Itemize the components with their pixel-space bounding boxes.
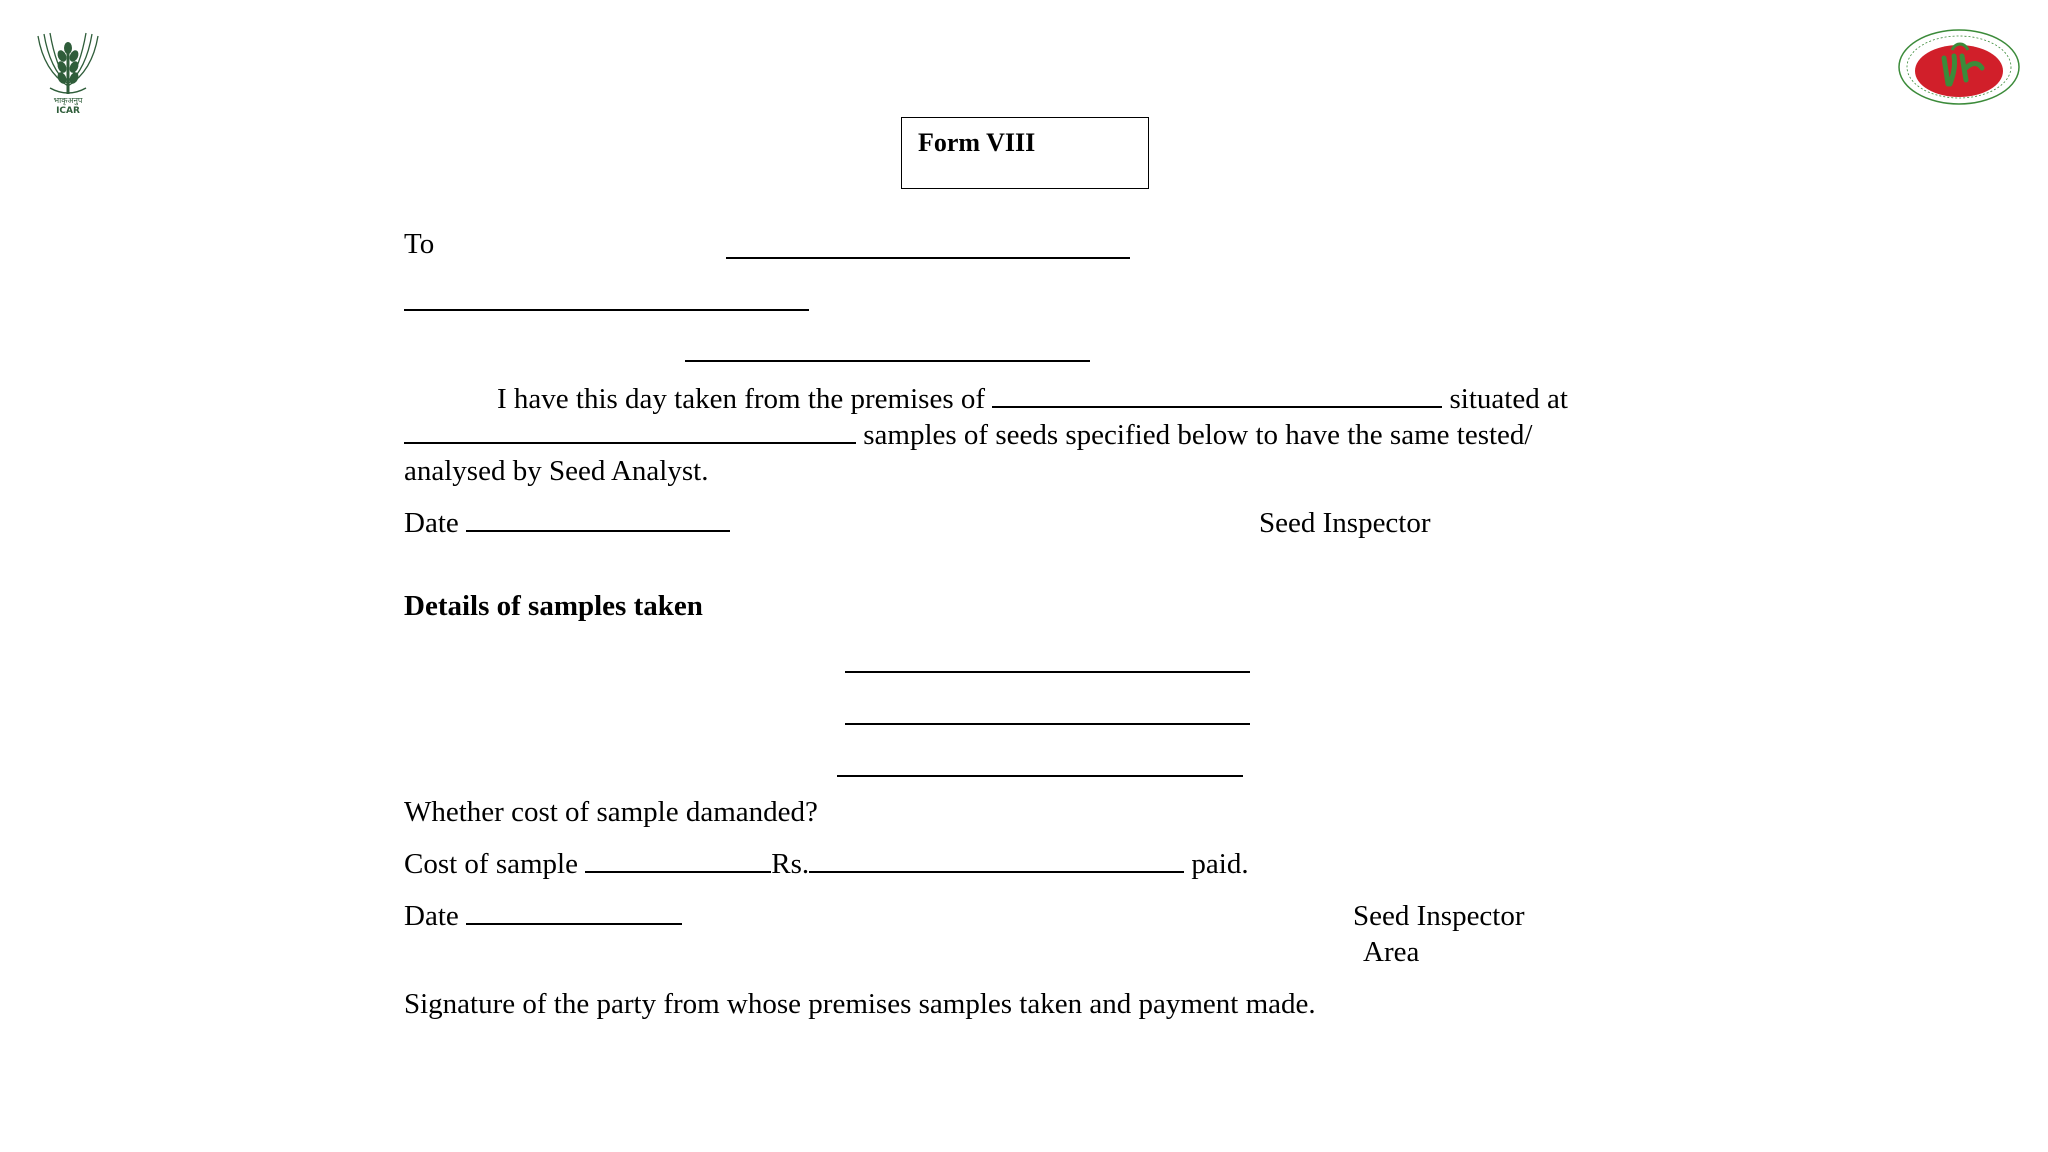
to-blank-2[interactable] [404, 309, 809, 311]
premises-blank[interactable] [992, 382, 1442, 408]
paragraph-line-3: analysed by Seed Analyst. [404, 455, 709, 487]
paragraph-line-1 [497, 382, 1568, 416]
signature-line: Signature of the party from whose premises samples taken and payment made. [404, 988, 1316, 1020]
seed-inspector-label-2: Seed Inspector [1353, 900, 1525, 932]
date-blank-2[interactable] [466, 899, 682, 925]
cost-question: Whether cost of sample damanded? [404, 796, 818, 828]
situated-text: situated at [1449, 383, 1568, 415]
details-blank-3[interactable] [837, 775, 1243, 777]
date-label-2: Date [404, 900, 459, 932]
premises-text: I have this day taken from the premises of [497, 383, 986, 415]
cost-label: Cost of sample [404, 848, 578, 880]
date-blank-1[interactable] [466, 506, 730, 532]
tomato-logo [1896, 28, 2022, 106]
date-label-1: Date [404, 507, 459, 539]
icar-logo [30, 30, 106, 118]
samples-text: samples of seeds specified below to have the same tested/ [863, 419, 1533, 451]
to-label: To [404, 228, 435, 260]
location-blank[interactable] [404, 418, 856, 444]
tomato-seal-icon [1896, 28, 2022, 106]
seed-inspector-label-1: Seed Inspector [1259, 507, 1431, 539]
to-blank-3[interactable] [685, 360, 1090, 362]
to-blank-1[interactable] [726, 257, 1130, 259]
paid-label: paid. [1191, 848, 1249, 880]
cost-row [404, 847, 1249, 881]
form-title-box [901, 117, 1149, 189]
details-heading: Details of samples taken [404, 590, 703, 622]
date-row-2 [404, 899, 682, 933]
details-blank-1[interactable] [845, 671, 1250, 673]
icar-caption-hindi: भाकृअनुप [53, 96, 83, 105]
area-label: Area [1363, 936, 1420, 968]
paragraph-line-2 [404, 418, 1532, 452]
form-title: Form VIII [918, 128, 1036, 157]
rs-blank[interactable] [809, 847, 1184, 873]
cost-blank[interactable] [585, 847, 771, 873]
icar-caption: ICAR [56, 106, 80, 116]
details-blank-2[interactable] [845, 723, 1250, 725]
date-row-1 [404, 506, 730, 540]
rs-label: Rs. [771, 848, 810, 880]
